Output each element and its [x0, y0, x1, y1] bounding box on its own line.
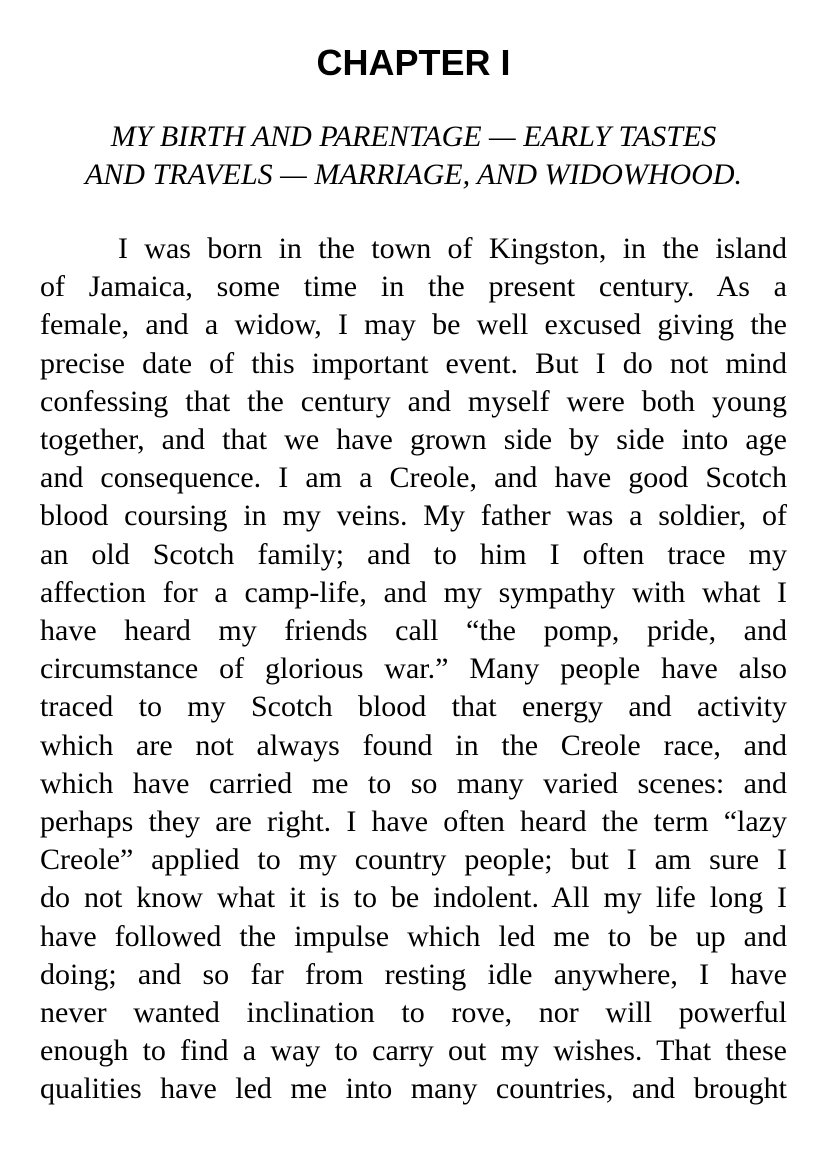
- chapter-subtitle-line: MY BIRTH AND PARENTAGE — EARLY TASTES: [110, 120, 717, 153]
- paragraph-line: an old Scotch family; and to him I often trace my: [40, 537, 787, 571]
- paragraph-line: circumstance of glorious war.” Many people have also: [40, 652, 787, 686]
- paragraph-line: qualities have led me into many countries, and brought: [40, 1072, 787, 1106]
- paragraph-line: have heard my friends call “the pomp, pride, and: [40, 614, 787, 648]
- paragraph-line: Creole” applied to my country people; but I am sure I: [40, 843, 787, 877]
- paragraph-line: enough to find a way to carry out my wishes. That these: [40, 1034, 787, 1068]
- paragraph-line: which are not always found in the Creole race, and: [40, 728, 787, 762]
- paragraph-line: never wanted inclination to rove, nor will powerful: [40, 996, 787, 1030]
- paragraph-line: blood coursing in my veins. My father was a soldier, of: [40, 499, 787, 533]
- chapter-subtitle-line: AND TRAVELS — MARRIAGE, AND WIDOWHOOD.: [84, 158, 743, 191]
- paragraph-line: perhaps they are right. I have often heard the term “lazy: [40, 805, 787, 839]
- paragraph-line: have followed the impulse which led me to be up and: [40, 919, 787, 953]
- paragraph-line: doing; and so far from resting idle anywhere, I have: [40, 957, 787, 991]
- paragraph-line: female, and a widow, I may be well excused giving the: [40, 308, 787, 342]
- paragraph-line: confessing that the century and myself were both young: [40, 384, 787, 418]
- paragraph-line: of Jamaica, some time in the present century. As a: [40, 270, 787, 304]
- paragraph-line: I was born in the town of Kingston, in the island: [118, 232, 787, 265]
- book-page: [40, 38, 787, 1109]
- paragraph-line: precise date of this important event. But I do not mind: [40, 346, 787, 380]
- chapter-subtitle: [40, 118, 787, 194]
- paragraph-line: do not know what it is to be indolent. All my life long I: [40, 881, 787, 915]
- paragraph-line: and consequence. I am a Creole, and have good Scotch: [40, 461, 787, 495]
- paragraph-line: traced to my Scotch blood that energy and activity: [40, 690, 787, 724]
- paragraph-line: together, and that we have grown side by side into age: [40, 423, 787, 457]
- paragraph-line: affection for a camp-life, and my sympathy with what I: [40, 575, 787, 609]
- body-paragraph: [40, 230, 787, 1109]
- paragraph-line: which have carried me to so many varied scenes: and: [40, 766, 787, 800]
- chapter-heading: CHAPTER I: [316, 42, 511, 83]
